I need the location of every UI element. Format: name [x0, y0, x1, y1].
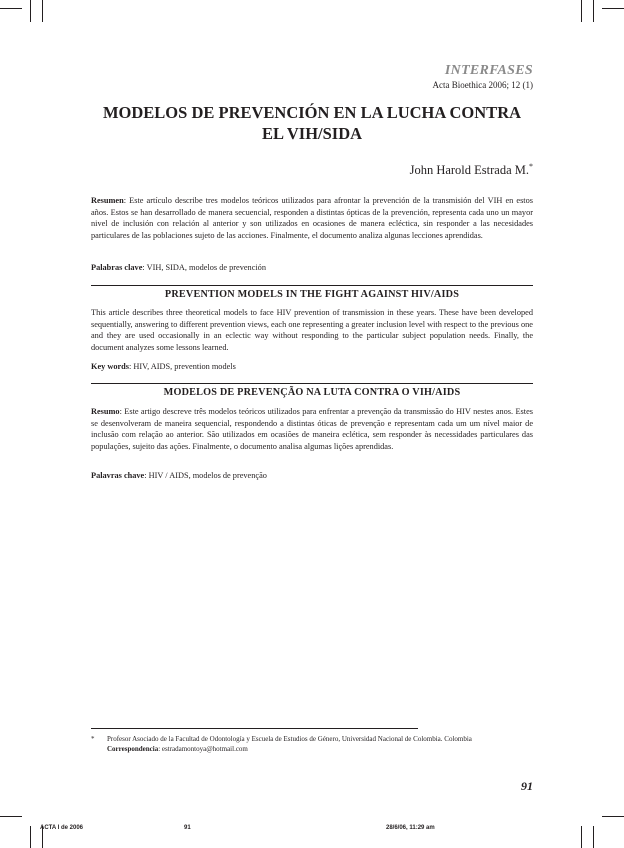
crop-mark	[42, 0, 43, 22]
footnote-contact-text: : estradamontoya@hotmail.com	[158, 745, 248, 753]
abstract-pt-label: Resumo	[91, 407, 120, 416]
page-number: 91	[521, 779, 533, 793]
crop-mark	[0, 8, 22, 9]
author-footnote-mark: *	[529, 161, 533, 171]
footnote-contact-label: Correspondencia	[107, 745, 159, 753]
slug-datetime: 28/6/06, 11:29 am	[386, 825, 435, 831]
crop-mark	[581, 0, 582, 22]
journal-citation: Acta Bioethica 2006; 12 (1)	[432, 80, 533, 90]
keywords-pt	[91, 470, 533, 482]
keywords-en	[91, 361, 533, 373]
keywords-pt-text: : HIV / AIDS, modelos de prevenção	[144, 471, 267, 480]
abstract-pt	[91, 406, 533, 452]
section-divider	[91, 383, 533, 384]
keywords-es	[91, 262, 533, 274]
article-title: MODELOS DE PREVENCIÓN EN LA LUCHA CONTRA EL VIH/SIDA	[102, 103, 522, 143]
abstract-es	[91, 195, 533, 241]
footnote-contact-line	[91, 744, 533, 754]
crop-mark	[602, 8, 624, 9]
keywords-es-text: : VIH, SIDA, modelos de prevención	[142, 263, 266, 272]
footnote-rule	[91, 728, 418, 729]
abstract-en	[91, 307, 533, 353]
crop-mark	[30, 0, 31, 22]
crop-mark	[593, 826, 594, 848]
keywords-en-label: Key words	[91, 362, 130, 371]
footnote	[91, 734, 533, 754]
crop-mark	[30, 826, 31, 848]
keywords-es-label: Palabras clave	[91, 263, 143, 272]
footnote-affiliation: Profesor Asociado de la Facultad de Odontología y Escuela de Estudios de Género, Universidad Nacional de Colombia. Colombia	[107, 735, 472, 743]
abstract-es-label: Resumen	[91, 196, 124, 205]
section-divider	[91, 285, 533, 286]
heading-en: PREVENTION MODELS IN THE FIGHT AGAINST HIV/AIDS	[164, 289, 460, 300]
author-line	[410, 163, 533, 178]
abstract-en-text: This article describes three theoretical models to face HIV prevention of transmission in these years. These have been developed sequentially, answering to different prevention views, each one representing a greater inclusion level with respect to the previous one and they are used occasionally in an eclectic way without responding to the particular subject population needs. Finally, the document analyzes some lessons learned.	[91, 308, 533, 352]
footnote-affiliation-line	[91, 734, 533, 744]
slug-page: 91	[184, 825, 191, 831]
crop-mark	[581, 826, 582, 848]
section-label: INTERFASES	[444, 63, 533, 78]
abstract-pt-text: : Este artigo descreve três modelos teóricos utilizados para enfrentar a prevenção da transmissão do HIV nestes anos. Estes se desenvolveram de maneira sequencial, respondendo a distintas óticas de prevenção e representam cada um um nível maior de inclusão com relação ao anterior. São utilizados em ocasiões de maneira eclética, sem responder às necessidades particulares das populações, sujeito das ações. Finalmente, o documento analisa algumas lições aprendidas.	[91, 407, 533, 451]
keywords-pt-label: Palavras chave	[91, 471, 145, 480]
author-name: John Harold Estrada M.	[409, 163, 529, 177]
heading-pt: MODELOS DE PREVENÇÃO NA LUTA CONTRA O VIH/AIDS	[163, 387, 461, 398]
crop-mark	[602, 816, 624, 817]
abstract-es-text: : Este artículo describe tres modelos teóricos utilizados para afrontar la prevención de la transmisión del VIH en estos años. Estos se han desarrollado de manera secuencial, responden a distintas ópticas de la prevención, representa cada uno un mayor nivel de inclusión con relación al anterior y son utilizados en ocasiones de manera ecléctica, sin responder a las necesidades particulares de las poblaciones sujeto de las acciones. Finalmente, el documento analiza algunas lecciones aprendidas.	[91, 196, 533, 240]
crop-mark	[593, 0, 594, 22]
slug-file: ACTA I de 2006	[40, 825, 84, 831]
crop-mark	[0, 816, 22, 817]
footnote-mark: *	[91, 735, 95, 743]
keywords-en-text: : HIV, AIDS, prevention models	[129, 362, 236, 371]
